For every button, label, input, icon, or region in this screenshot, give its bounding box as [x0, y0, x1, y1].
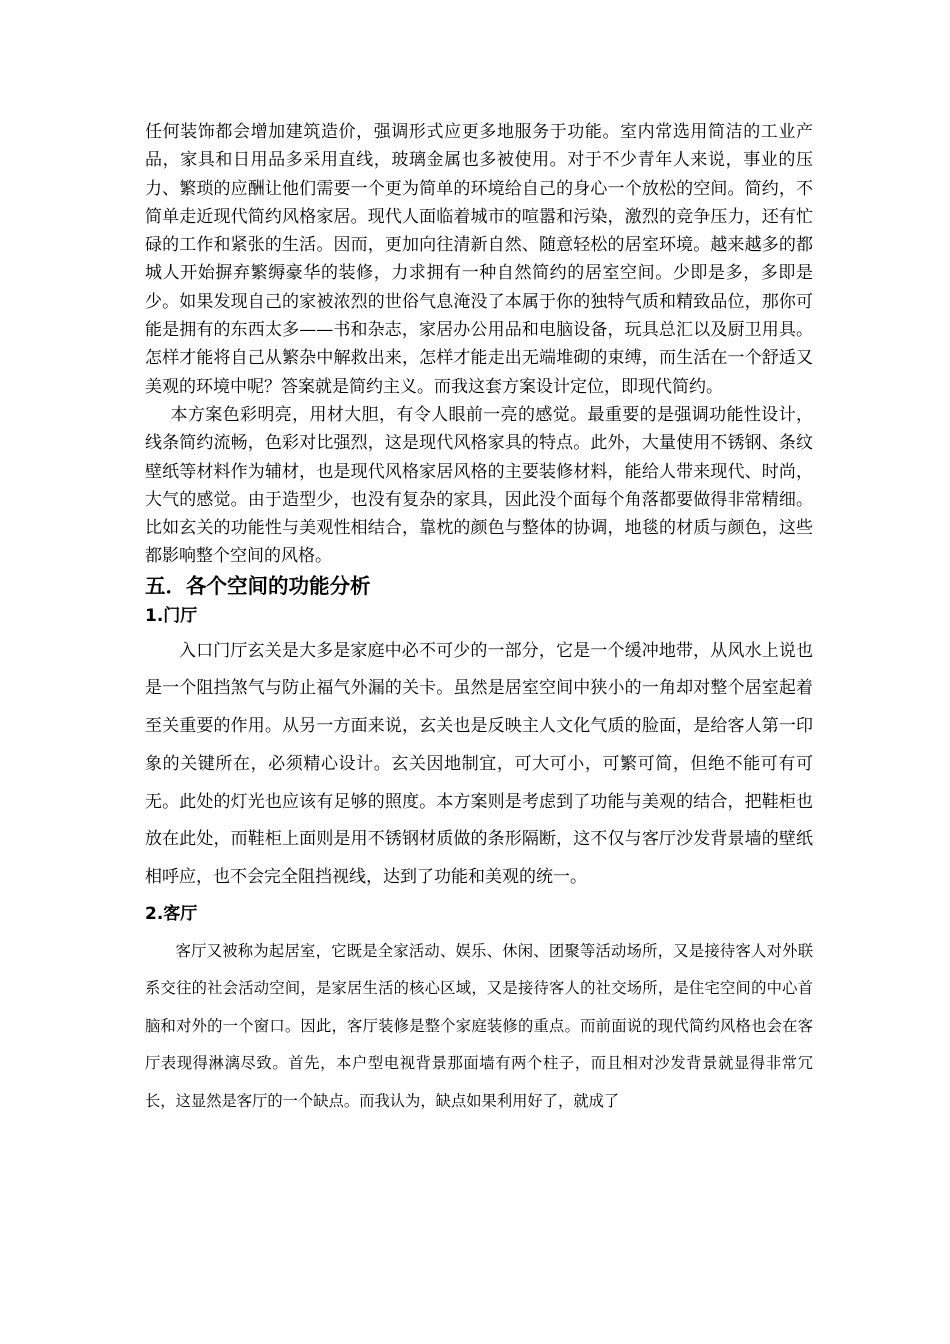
paragraph-style-philosophy: 任何装饰都会增加建筑造价，强调形式应更多地服务于功能。室内常选用简洁的工业产品，家具和日用品多采用直线，玻璃金属也多被使用。对于不少青年人来说，事业的压力、繁琐的应酬让他们需要一个更为简单的环境给自己的身心一个放松的空间。简约，不简单走近现代简约风格家居。现代人面临着城市的喧嚣和污染，激烈的竞争压力，还有忙碌的工作和紧张的生活。因而，更加向往清新自然、随意轻松的居室环境。越来越多的都城人开始摒弃繁缛豪华的装修，力求拥有一种自然简约的居室空间。少即是多，多即是少。如果发现自己的家被浓烈的世俗气息淹没了本属于你的独特气质和精致品位，那你可能是拥有的东西太多——书和杂志，家居办公用品和电脑设备，玩具总汇以及厨卫用具。怎样才能将自己从繁杂中解救出来，怎样才能走出无端堆砌的束缚，而生活在一个舒适又美观的环境中呢？答案就是简约主义。而我这套方案设计定位，即现代简约。: [145, 122, 813, 397]
paragraph-design-features: 本方案色彩明亮，用材大胆，有令人眼前一亮的感觉。最重要的是强调功能性设计，线条简约流畅，色彩对比强烈，这是现代风格家具的特点。此外，大量使用不锈钢、条纹壁纸等材料作为辅材，也是现代风格家居风格的主要装修材料，能给人带来现代、时尚，大气的感觉。由于造型少，也没有复杂的家具，因此没个面每个角落都要做得非常精细。比如玄关的功能性与美观性相结合，靠枕的颜色与整体的协调，地毯的材质与颜色，这些都影响整个空间的风格。: [145, 404, 813, 567]
paragraph-foyer: 入口门厅玄关是大多是家庭中必不可少的一部分，它是一个缓冲地带，从风水上说也是一个阻挡煞气与防止福气外漏的关卡。虽然是居室空间中狭小的一角却对整个居室起着至关重要的作用。从另一方面来说，玄关也是反映主人文化气质的脸面，是给客人第一印象的关键所在，必须精心设计。玄关因地制宜，可大可小，可繁可简，但绝不能可有可无。此处的灯光也应该有足够的照度。本方案则是考虑到了功能与美观的结合，把鞋柜也放在此处，而鞋柜上面则是用不锈钢材质做的条形隔断，这不仅与客厅沙发背景墙的壁纸相呼应，也不会完全阻挡视线，达到了功能和美观的统一。: [145, 640, 813, 887]
section-heading: 五．各个空间的功能分析: [145, 573, 371, 598]
document-body: [145, 118, 813, 1120]
subsection-heading-living-room: 2.客厅: [145, 903, 198, 924]
subsection-heading-foyer: 1.门厅: [145, 605, 198, 626]
paragraph-living-room: 客厅又被称为起居室，它既是全家活动、娱乐、休闲、团聚等活动场所，又是接待客人对外联系交往的社会活动空间，是家居生活的核心区域，又是接待客人的社交场所，是住宅空间的中心首脑和对外的一个窗口。因此，客厅装修是整个家庭装修的重点。而前面说的现代简约风格也会在客厅表现得淋漓尽致。首先，本户型电视背景那面墙有两个柱子，而且相对沙发背景就显得非常冗长，这显然是客厅的一个缺点。而我认为，缺点如果利用好了，就成了: [145, 941, 813, 1110]
